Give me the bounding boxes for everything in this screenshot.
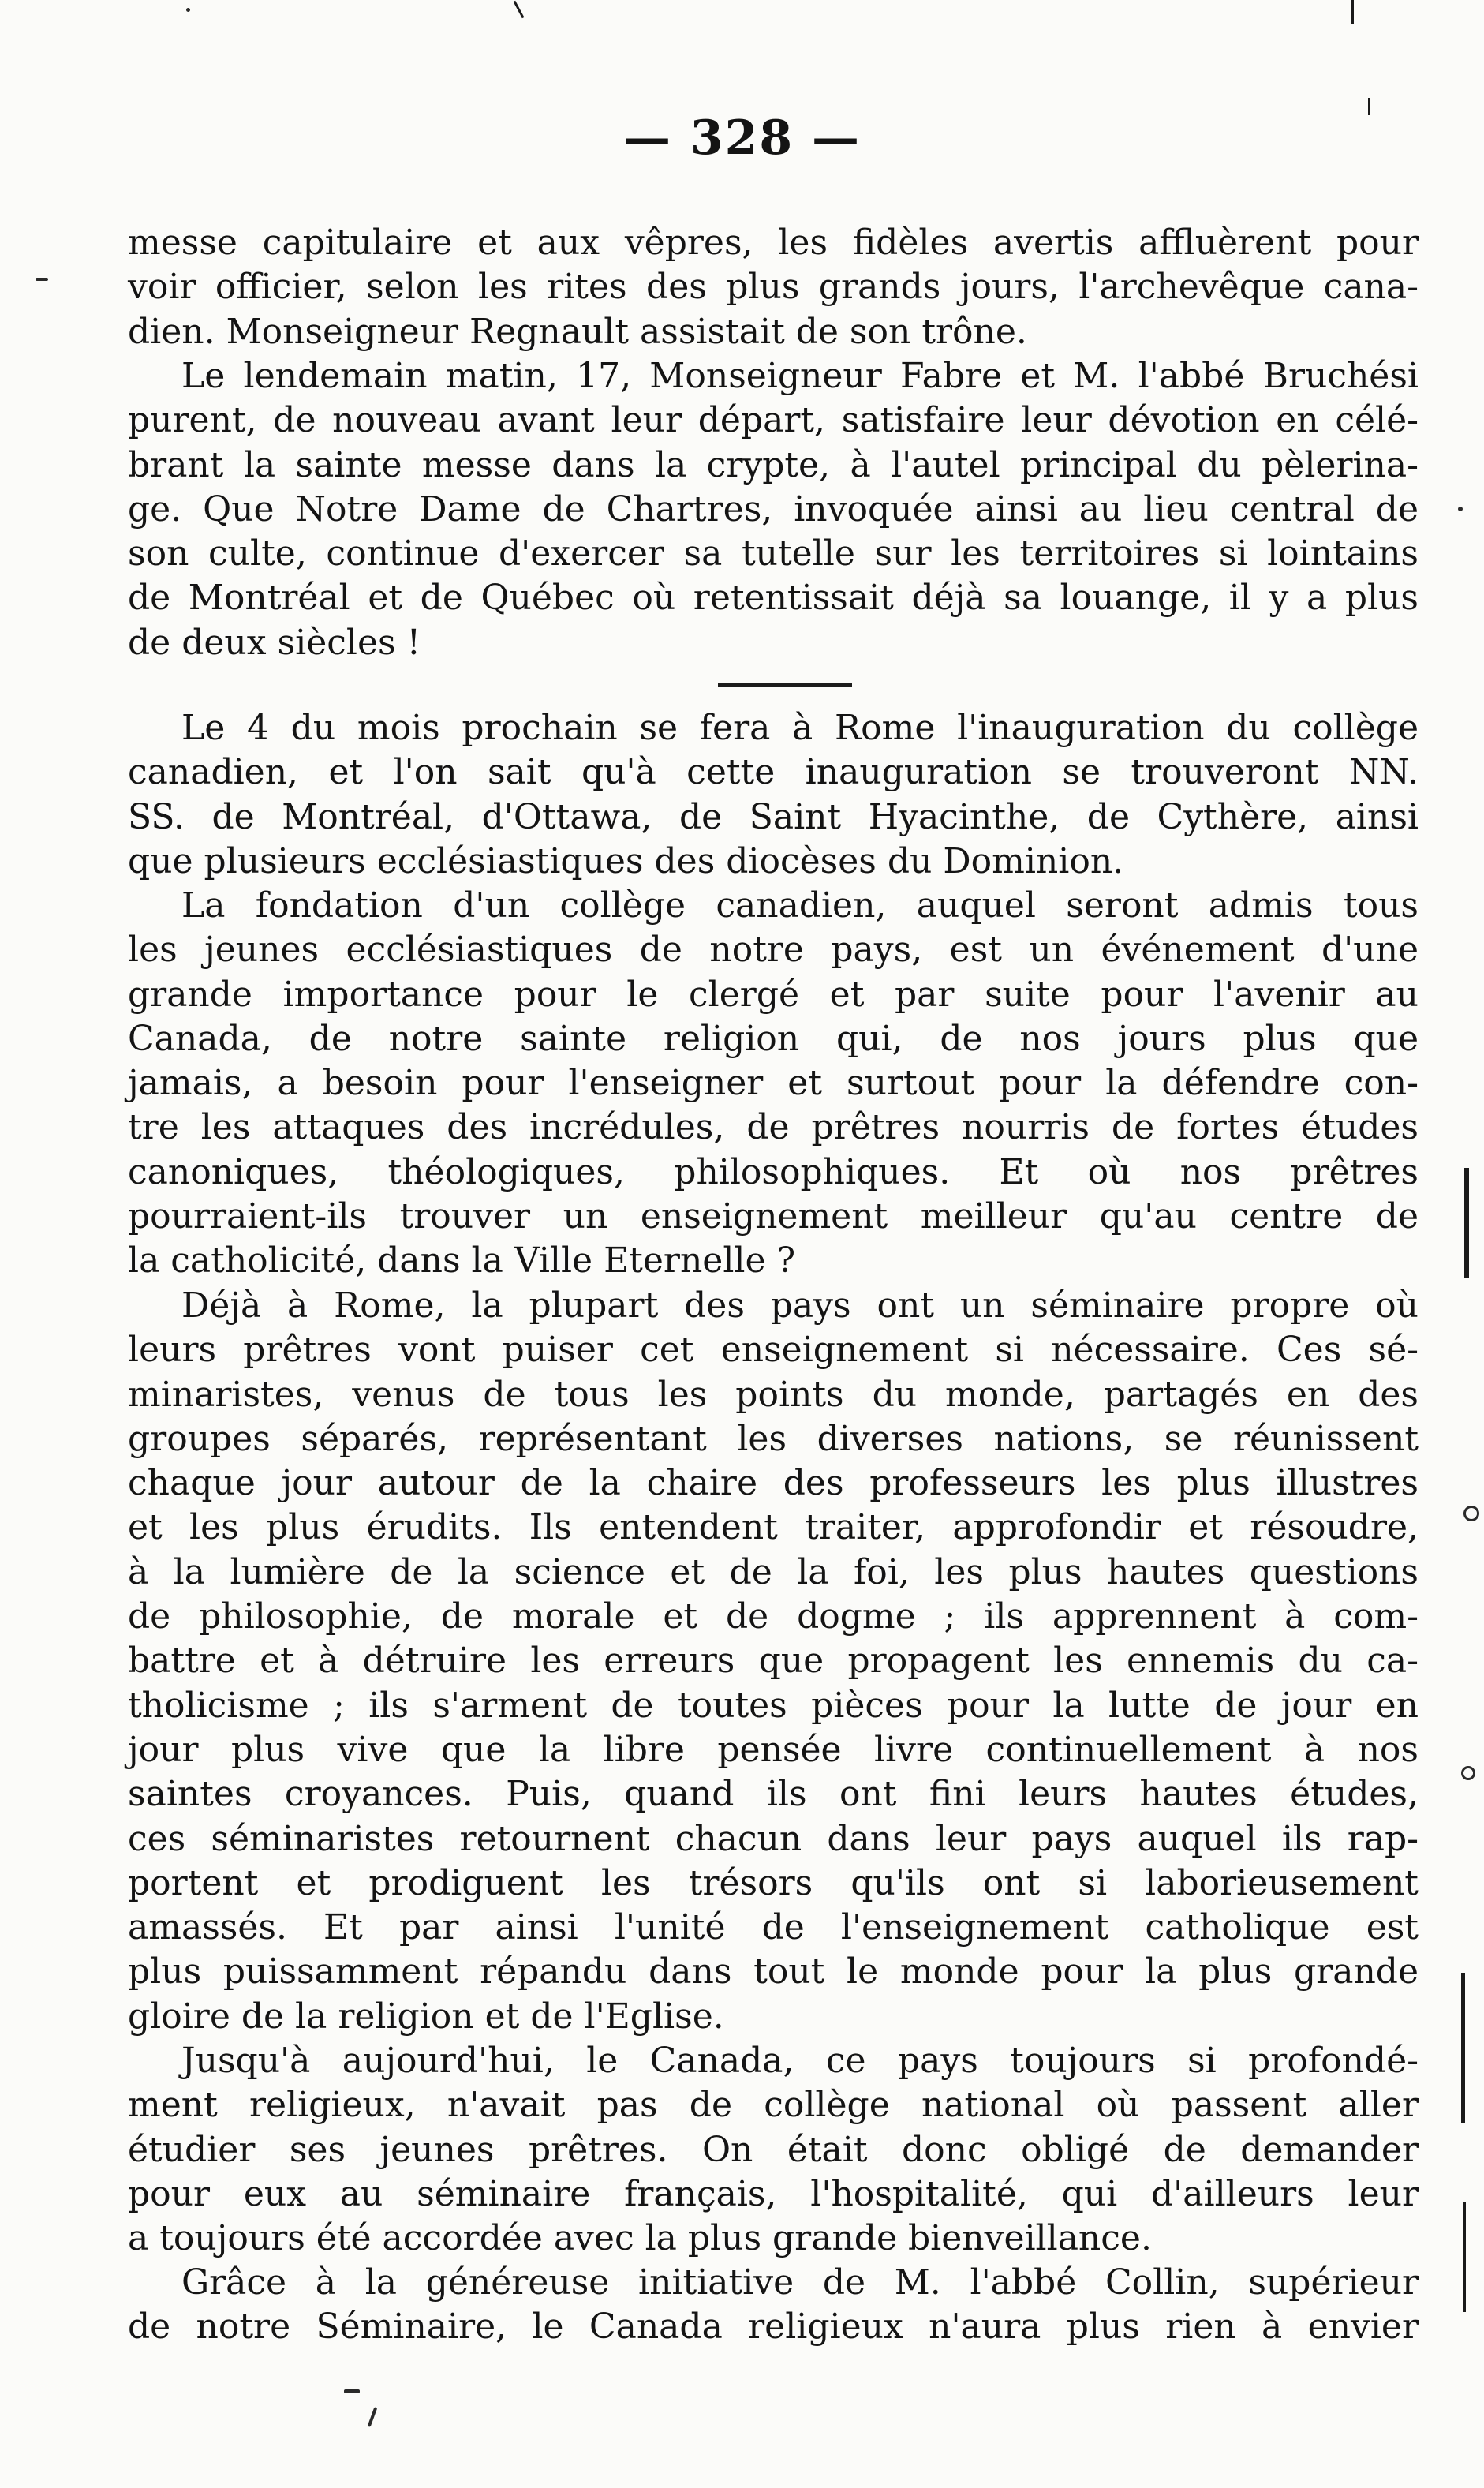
text-line: amassés. Et par ainsi l'unité de l'enseignement catholique est bbox=[128, 1907, 1419, 1948]
text-line: minaristes, venus de tous les points du monde, partagés en des bbox=[128, 1374, 1419, 1415]
text-line: tre les attaques des incrédules, de prêtres nourris de fortes études bbox=[128, 1107, 1419, 1148]
canada-college-paragraph bbox=[128, 2039, 1419, 2261]
text-line: tholicisme ; ils s'arment de toutes pièces pour la lutte de jour en bbox=[128, 1685, 1419, 1726]
text-line: purent, de nouveau avant leur départ, satisfaire leur dévotion en célé- bbox=[128, 400, 1419, 441]
scan-speck bbox=[1461, 1766, 1475, 1780]
text-line: ment religieux, n'avait pas de collège national où passent aller bbox=[128, 2085, 1419, 2126]
text-line: Grâce à la généreuse initiative de M. l'abbé Collin, supérieur bbox=[181, 2262, 1419, 2303]
text-line: Déjà à Rome, la plupart des pays ont un séminaire propre où bbox=[181, 1285, 1419, 1326]
text-line: les jeunes ecclésiastiques de notre pays, est un événement d'une bbox=[128, 930, 1419, 971]
page-number: — 328 — bbox=[622, 110, 862, 166]
scan-speck bbox=[368, 2407, 378, 2427]
text-line: chaque jour autour de la chaire des professeurs les plus illustres bbox=[128, 1463, 1419, 1504]
scan-mark bbox=[1461, 1973, 1465, 2123]
scan-speck bbox=[1458, 507, 1463, 511]
text-line: canadien, et l'on sait qu'à cette inauguration se trouveront NN. bbox=[128, 752, 1419, 793]
scan-mark bbox=[514, 1, 525, 19]
text-line: de notre Séminaire, le Canada religieux n'aura plus rien à envier bbox=[128, 2307, 1419, 2348]
text-line: canoniques, théologiques, philosophiques. Et où nos prêtres bbox=[128, 1151, 1419, 1192]
scan-mark bbox=[1463, 2202, 1466, 2312]
scan-speck bbox=[36, 278, 48, 281]
text-line: portent et prodiguent les trésors qu'ils ont si laborieusement bbox=[128, 1862, 1419, 1903]
text-line: SS. de Montréal, d'Ottawa, de Saint Hyacinthe, de Cythère, ainsi bbox=[128, 796, 1419, 837]
text-line: Jusqu'à aujourd'hui, le Canada, ce pays toujours si profondé- bbox=[181, 2041, 1419, 2081]
text-line: ces séminaristes retournent chacun dans leur pays auquel ils rap- bbox=[128, 1818, 1419, 1859]
text-line: pourraient-ils trouver un enseignement meilleur qu'au centre de bbox=[128, 1196, 1419, 1237]
scan-speck bbox=[1463, 1506, 1479, 1521]
text-line: son culte, continue d'exercer sa tutelle sur les territoires si lointains bbox=[128, 533, 1419, 574]
text-line: Canada, de notre sainte religion qui, de nos jours plus que bbox=[128, 1018, 1419, 1059]
opening-paragraph bbox=[128, 221, 1419, 354]
text-line: La fondation d'un collège canadien, auquel seront admis tous bbox=[181, 885, 1419, 926]
text-line: brant la sainte messe dans la crypte, à l'autel principal du pèlerina- bbox=[128, 444, 1419, 485]
text-line: gloire de la religion et de l'Eglise. bbox=[128, 1996, 724, 2037]
initiative-paragraph bbox=[128, 2261, 1419, 2350]
text-line: Le 4 du mois prochain se fera à Rome l'inauguration du collège bbox=[181, 708, 1419, 748]
text-line: que plusieurs ecclésiastiques des diocèses du Dominion. bbox=[128, 840, 1124, 881]
text-line: de philosophie, de morale et de dogme ; ils apprennent à com- bbox=[128, 1596, 1419, 1637]
text-line: et les plus érudits. Ils entendent traiter, approfondir et résoudre, bbox=[128, 1507, 1419, 1548]
scan-speck bbox=[186, 8, 190, 12]
scan-mark bbox=[1464, 1168, 1469, 1278]
section-divider bbox=[718, 683, 852, 687]
text-line: a toujours été accordée avec la plus grande bienveillance. bbox=[128, 2218, 1152, 2259]
text-line: pour eux au séminaire français, l'hospitalité, qui d'ailleurs leur bbox=[128, 2173, 1419, 2214]
text-line: saintes croyances. Puis, quand ils ont fini leurs hautes études, bbox=[128, 1774, 1419, 1815]
text-line: jamais, a besoin pour l'enseigner et surtout pour la défendre con- bbox=[128, 1063, 1419, 1104]
foundation-paragraph bbox=[128, 884, 1419, 1284]
text-line: dien. Monseigneur Regnault assistait de son trône. bbox=[128, 311, 1027, 352]
text-line: de Montréal et de Québec où retentissait déjà sa louange, il y a plus bbox=[128, 578, 1419, 619]
text-line: Le lendemain matin, 17, Monseigneur Fabre et M. l'abbé Bruchési bbox=[181, 356, 1419, 396]
text-line: leurs prêtres vont puiser cet enseignement si nécessaire. Ces sé- bbox=[128, 1330, 1419, 1371]
inauguration-paragraph bbox=[128, 706, 1419, 884]
text-line: étudier ses jeunes prêtres. On était donc obligé de demander bbox=[128, 2129, 1419, 2170]
text-line: plus puissamment répandu dans tout le monde pour la plus grande bbox=[128, 1951, 1419, 1992]
text-line: à la lumière de la science et de la foi, les plus hautes questions bbox=[128, 1551, 1419, 1592]
text-line: jour plus vive que la libre pensée livre continuellement à nos bbox=[128, 1729, 1419, 1770]
text-line: ge. Que Notre Dame de Chartres, invoquée ainsi au lieu central de bbox=[128, 488, 1419, 529]
text-line: groupes séparés, représentant les diverses nations, se réunissent bbox=[128, 1418, 1419, 1459]
scan-speck bbox=[344, 2389, 360, 2393]
seminaries-paragraph bbox=[128, 1284, 1419, 2039]
text-line: grande importance pour le clergé et par suite pour l'avenir au bbox=[128, 974, 1419, 1015]
chartres-paragraph bbox=[128, 354, 1419, 665]
text-line: voir officier, selon les rites des plus grands jours, l'archevêque cana- bbox=[128, 267, 1419, 308]
text-line: battre et à détruire les erreurs que propagent les ennemis du ca- bbox=[128, 1641, 1419, 1682]
text-line: messe capitulaire et aux vêpres, les fidèles avertis affluèrent pour bbox=[128, 223, 1419, 263]
text-line: la catholicité, dans la Ville Eternelle ? bbox=[128, 1240, 796, 1281]
scan-mark bbox=[1351, 0, 1354, 24]
text-line: de deux siècles ! bbox=[128, 622, 421, 663]
